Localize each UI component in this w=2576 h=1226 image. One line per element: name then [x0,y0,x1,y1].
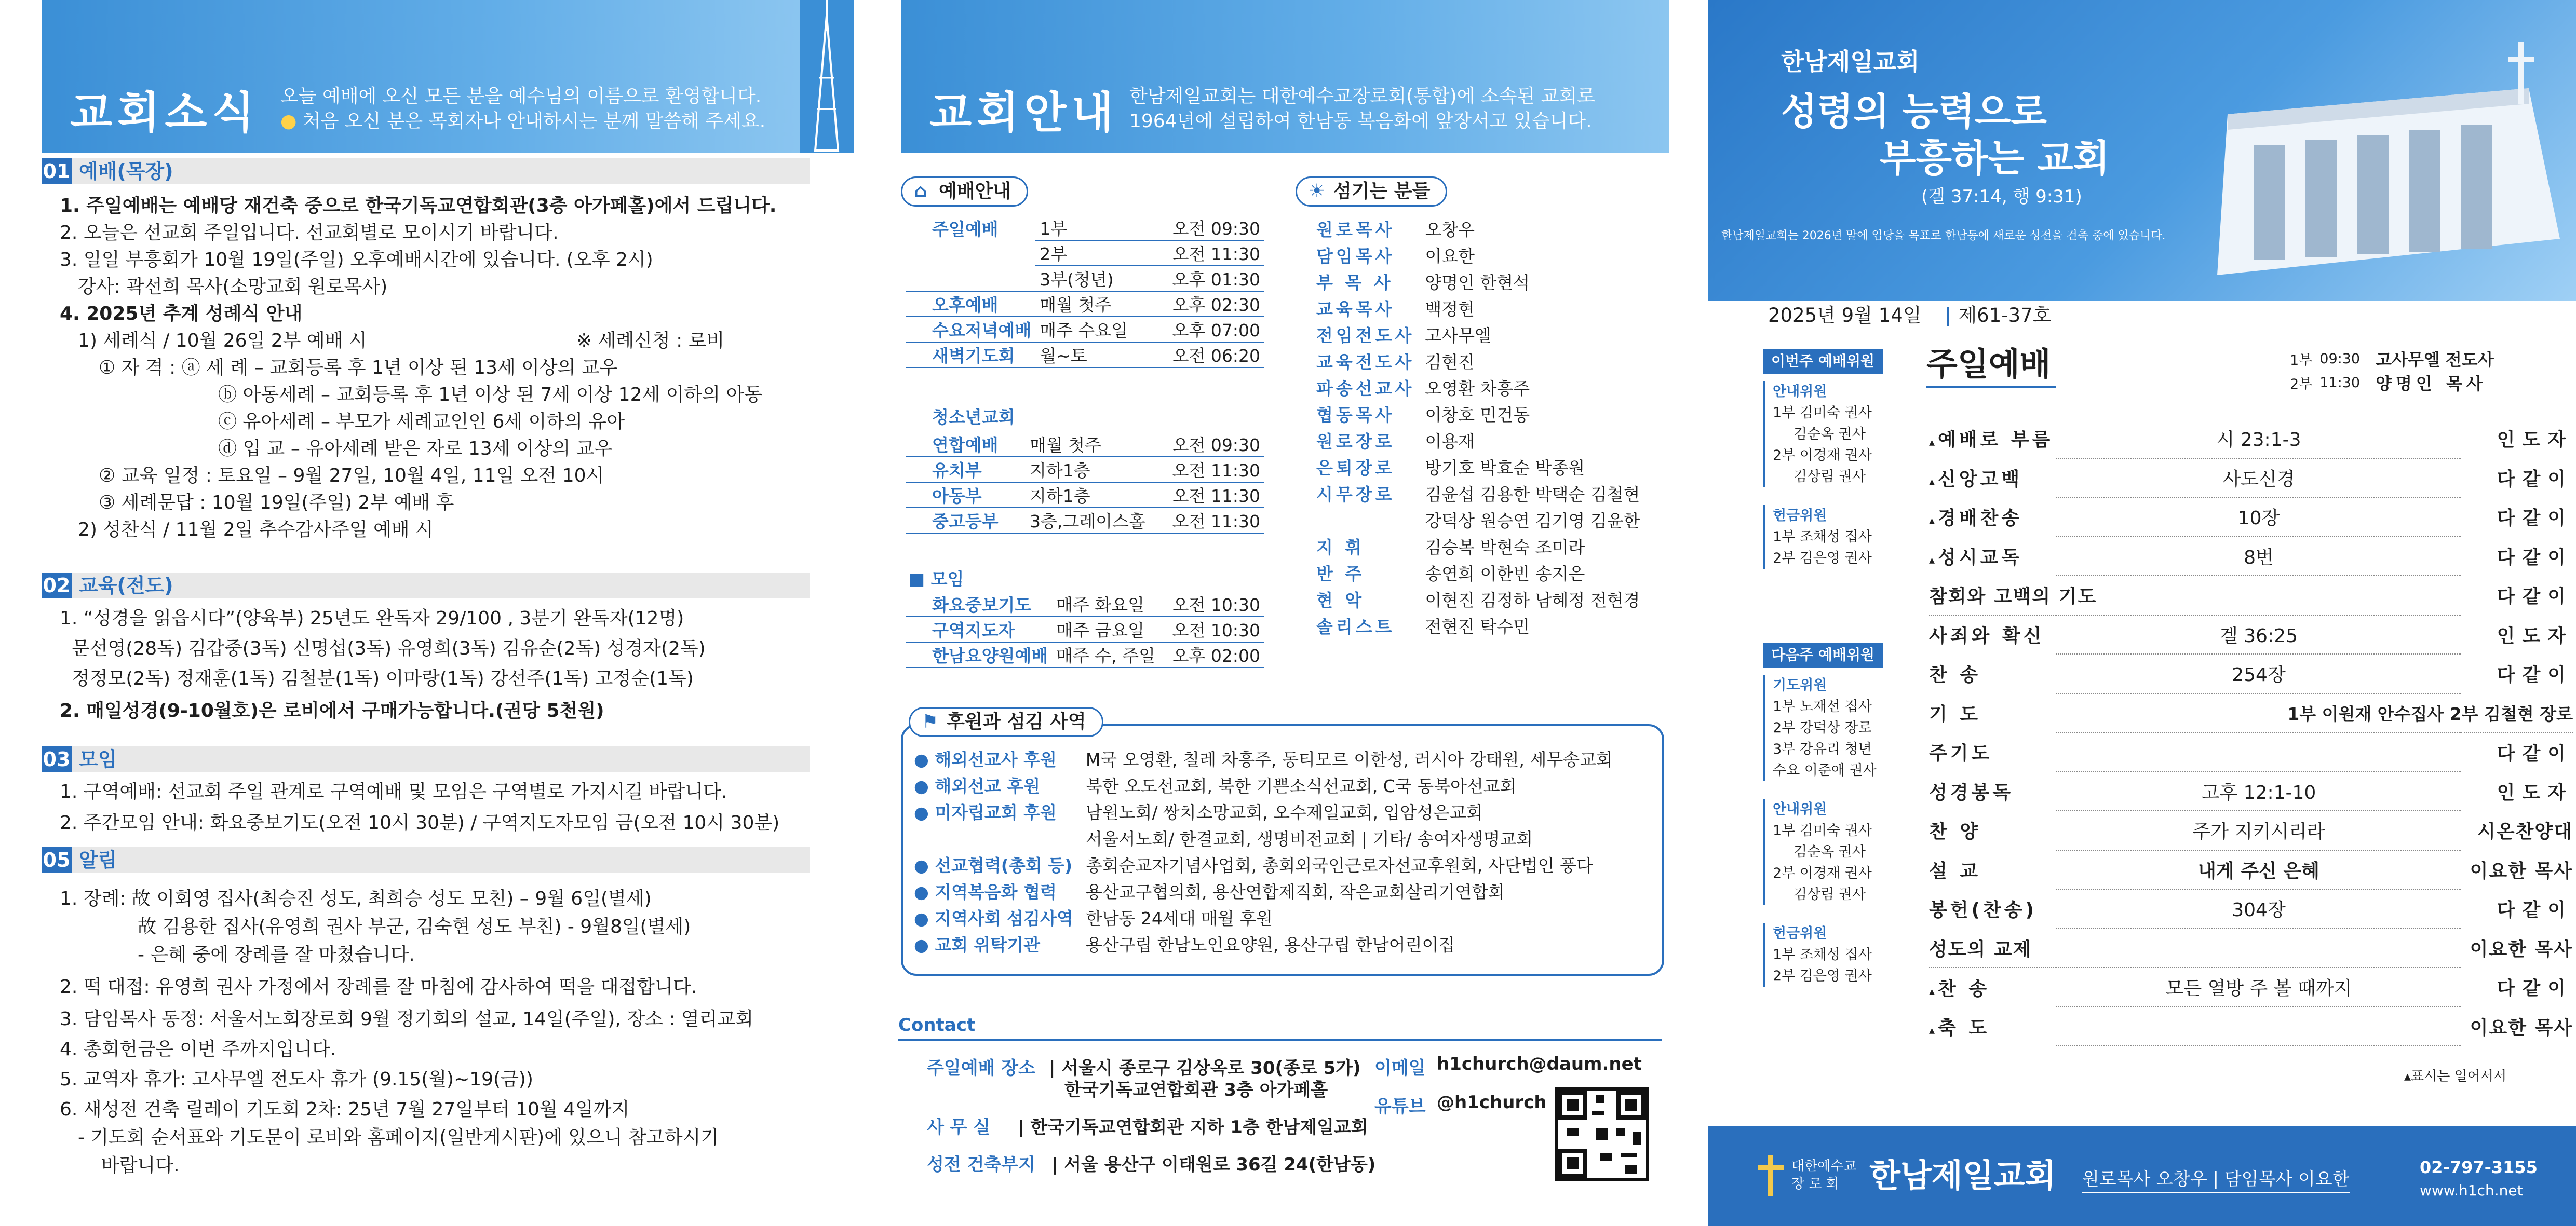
next-week-title: 다음주 예배위원 [1763,643,1883,668]
hero-banner [1708,0,2576,301]
bulletin-panel [1708,0,2576,1226]
news-line: 1. “성경을 읽읍시다”(양육부) 25년도 완독자 29/100 , 3분기 완독자(12명) [60,608,684,629]
qr-code-icon[interactable] [1555,1087,1649,1181]
order-row: ▴성시교독 8번 다같이 [1929,537,2573,576]
contact-office-label: 사 무 실 [927,1117,991,1138]
table-row: 협동목사 이창호 민건동 [1316,405,1530,425]
news-line: 1. 주일예배는 예배당 재건축 중으로 한국기독교연합회관(3층 아가페홀)에서 드립니다. [60,195,777,216]
hero-slogan-2: 부흥하는 교회 [1880,137,2110,180]
order-row: ▴신앙고백 사도신경 다같이 [1929,458,2573,498]
hero-verse: (겔 37:14, 행 9:31) [1921,186,2082,207]
flag-icon: ⚑ [922,711,939,732]
contact-place-label: 주일예배 장소 [927,1058,1035,1079]
news-line: 문선영(28독) 김갑중(3독) 신명섭(3독) 유영희(3독) 김유순(2독) 성경자(2독) [72,638,706,659]
news-line: ⓑ 아동세례 – 교회등록 후 1년 이상 된 7세 이상 12세 이하의 아동 [218,384,763,405]
table-row: 교육목사 백정현 [1316,299,1475,319]
contact-site-value: | 서울 용산구 이태원로 36길 24(한남동) [1051,1154,1376,1175]
news-line: 5. 교역자 휴가: 고사무엘 전도사 휴가 (9.15(월)~19(금)) [60,1069,533,1090]
hero-note: 한남제일교회는 2026년 말에 입당을 목표로 한남동에 새로운 성전을 건축 중에 있습니다. [1721,229,2166,242]
news-line: 3. 담임목사 동정: 서울서노회장로회 9월 정기회의 설교, 14일(주일), 장소 : 열리교회 [60,1009,754,1030]
guide-intro-2: 1964년에 설립하여 한남동 복음화에 앞장서고 있습니다. [1129,111,1592,132]
tower-graphic [800,0,854,153]
news-line: 1. 장례: 故 이회영 집사(최승진 성도, 최희승 성도 모친) – 9월 6일(별세) [60,888,652,909]
section-worship-header: 01 예배(목장) [42,158,810,184]
table-row: 시무장로 김윤섭 김용한 박택순 김철현 [1316,484,1640,505]
order-row: 성경봉독 고후 12:1-10 인도자 [1929,772,2573,811]
table-row: ● 해외선교사 후원 M국 오영환, 칠레 차흥주, 동티모르 이한성, 러시아 강태원, 세무송교회 [914,750,1613,770]
table-row: 유치부 지하1층 오전 11:30 [906,457,1264,482]
contact-title: Contact [898,1015,976,1036]
cross-logo-icon [1758,1155,1784,1196]
order-row: ▴경배찬송 10장 다같이 [1929,497,2573,537]
staff-pill: ☀ 섬기는 분들 [1296,176,1447,207]
order-row: ▴찬 송 모든 열방 주 볼 때까지 다같이 [1929,968,2573,1007]
order-row: ▴예배로 부름 시 23:1-3 인도자 [1929,419,2573,458]
table-row: 전임전도사 고사무엘 [1316,325,1491,346]
church-building-image [2207,42,2570,285]
section-education-header: 02 교육(전도) [42,573,810,598]
news-welcome: 오늘 예배에 오신 모든 분을 예수님의 이름으로 환영합니다. [280,86,762,107]
order-row: 봉헌(찬송) 304장 다같이 [1929,889,2573,929]
table-row: 3부(청년) 오후 01:30 [906,266,1264,291]
news-line: 1. 구역예배: 선교회 주일 관계로 구역예배 및 모임은 구역별로 가지시길 바랍니다. [60,781,727,802]
table-row: ● 지역복음화 협력 용산교구협의회, 용산연합제직회, 작은교회살리기연합회 [914,882,1505,902]
table-row: 오후예배 매월 첫주 오후 02:30 [906,291,1264,317]
table-row: 교육전도사 김현진 [1316,352,1475,372]
table-row: 강덕상 원승연 김기영 김윤한 [1425,511,1640,531]
table-row: ● 지역사회 섬김사역 한남동 24세대 매월 후원 [914,908,1273,929]
news-line: - 기도회 순서표와 기도문이 로비와 홈페이지(일반게시판)에 있으니 참고하시기 [78,1127,719,1148]
news-line: 강사: 곽선희 목사(소망교회 원로목사) [78,276,388,297]
table-row: ● 해외선교 후원 북한 오도선교회, 북한 기쁜소식선교회, C국 동북아선교회 [914,776,1517,796]
support-table [914,745,1625,957]
worship-pill: ⌂ 예배안내 [901,176,1028,207]
service-leaders [2290,347,2494,394]
meeting-table [906,592,1264,668]
news-panel [0,0,854,1226]
home-icon: ⌂ [914,181,927,202]
worship-table [906,215,1264,368]
news-line: 바랍니다. [101,1155,180,1176]
news-line: 1) 세례식 / 10월 26일 2부 예배 시 [78,330,367,351]
table-row: 2부 11:30 양명인 목사 [2290,374,2487,393]
table-row: ● 미자립교회 후원 남원노회/ 쌍치소망교회, 오수제일교회, 입암성은교회 [914,802,1483,823]
table-row: ● 선교협력(총회 등) 총회순교자기념사업회, 총회외국인근로자선교후원회, 사단법인 풍다 [914,855,1593,876]
table-row: 아동부 지하1층 오전 11:30 [906,482,1264,508]
staff-table [1316,215,1640,639]
guide-panel [854,0,1708,1226]
footer-website[interactable]: www.h1ch.net [2420,1182,2523,1199]
table-row: 은퇴장로 방기호 박효순 박종원 [1316,458,1585,478]
guide-title: 교회안내 [929,87,1119,138]
table-row: 원로장로 이용재 [1316,431,1475,452]
news-line: ② 교육 일정 : 토요일 – 9월 27일, 10월 4일, 11일 오전 10시 [99,465,604,486]
contact-youtube-link[interactable]: @h1church [1437,1092,1547,1113]
news-line: ⓒ 유아세례 – 부모가 세례교인인 6세 이하의 유아 [218,411,625,432]
news-line: 2. 주간모임 안내: 화요중보기도(오전 10시 30분) / 구역지도자모임 금(오전 10시 30분) [60,812,780,834]
table-row: 구역지도자 매주 금요일 오전 10:30 [906,617,1264,642]
order-row: 참회와 고백의 기도 다같이 [1929,576,2573,615]
news-line: 4. 2025년 추계 성례식 안내 [60,303,303,324]
contact-place-value-2: 한국기독교연합회관 3층 아가페홀 [1064,1080,1328,1100]
contact-email-label: 이메일 [1374,1058,1426,1079]
meeting-title: ■ 모임 [909,569,964,589]
table-row: 수요저녁예배 매주 수요일 오후 07:00 [906,317,1264,342]
section-notice-header: 05 알림 [42,847,810,873]
news-line: ① 자 격 : ⓐ 세 례 – 교회등록 후 1년 이상 된 13세 이상의 교우 [99,357,618,378]
table-row: 화요중보기도 매주 화요일 오전 10:30 [906,592,1264,617]
contact-divider [898,1039,1662,1041]
news-line: 2. 오늘은 선교회 주일입니다. 선교회별로 모이시기 바랍니다. [60,222,559,243]
news-line: 6. 새성전 건축 릴레이 기도회 2차: 25년 7월 27일부터 10월 4일까지 [60,1099,630,1120]
youth-table [906,432,1264,534]
news-line: ⓓ 입 교 – 유아세례 받은 자로 13세 이상의 교우 [218,438,613,459]
order-row: 찬 양 주가 지키시리라 시온찬양대 [1929,811,2573,850]
hero-church-name: 한남제일교회 [1781,48,1920,76]
table-row: 원로목사 오창우 [1316,220,1475,240]
contact-youtube-label: 유튜브 [1374,1096,1426,1117]
news-first-visit: ● 처음 오신 분은 목회자나 안내하시는 분께 말씀해 주세요. [280,111,766,132]
next-week-committee: 다음주 예배위원 기도위원 1부 노재선 집사 2부 강덕상 장로 3부 강유리 청년 수요 이준애 권사 안내위원 1부 김미숙 권사 김순옥 권사 2부 이경재 권사 김상림 권사 헌금위원 1부 조채성 집사 2부 김은영 권사 [1763,643,1883,987]
table-row: 반 주 송연희 이한빈 송지은 [1316,564,1585,584]
news-line: 2. 떡 대접: 유영희 권사 가정에서 장례를 잘 마침에 감사하여 떡을 대접합니다. [60,976,697,998]
table-row: 연합예배 매월 첫주 오전 09:30 [906,432,1264,457]
news-header [42,0,810,153]
footer-church-name: 한남제일교회 [1869,1156,2056,1194]
news-line: 3. 일일 부흥회가 10월 19일(주일) 오후예배시간에 있습니다. (오후 2시) [60,249,653,270]
table-row: 담임목사 이요한 [1316,246,1475,266]
service-title: 주일예배 [1926,345,2051,383]
table-row: 중고등부 3층,그레이스홀 오전 11:30 [906,508,1264,533]
bulletin-date: 2025년 9월 14일 [1768,304,1922,326]
support-pill: ⚑ 후원과 섬김 사역 [909,707,1103,737]
order-row: 기 도 1부 이원재 안수집사 2부 김철현 장로 [1929,693,2573,733]
section-meeting-header: 03 모임 [42,746,810,772]
this-week-title: 이번주 예배위원 [1763,349,1883,374]
order-row: ▴축 도 이요한 목사 [1929,1007,2573,1046]
table-row: ● 교회 위탁기관 용산구립 한남노인요양원, 용산구립 한남어린이집 [914,935,1455,955]
table-row: 현 악 이현진 김정하 남혜정 전현경 [1316,590,1640,610]
sun-icon: ☀ [1309,181,1326,202]
contact-office-value: | 한국기독교연합회관 지하 1층 한남제일교회 [1018,1117,1368,1138]
footer-denom-2: 장 로 회 [1791,1176,1839,1192]
standing-note: ▴표시는 일어서서 [2404,1069,2507,1084]
table-row: 서울서노회/ 한결교회, 생명비전교회 | 기타/ 송여자생명교회 [1085,829,1533,849]
this-week-committee: 이번주 예배위원 안내위원 1부 김미숙 권사 김순옥 권사 2부 이경재 권사 김상림 권사 헌금위원 1부 조채성 집사 2부 김은영 권사 [1763,349,1883,569]
order-row: 주기도 다같이 [1929,732,2573,772]
order-row: 성도의 교제 이요한 목사 [1929,929,2573,968]
news-line: 2) 성찬식 / 11월 2일 추수감사주일 예배 시 [78,519,434,540]
table-row: 파송선교사 오영환 차흥주 [1316,378,1530,399]
contact-email-link[interactable]: h1church@daum.net [1437,1054,1642,1074]
news-line: 4. 총회헌금은 이번 주까지입니다. [60,1039,336,1060]
news-line: 정정모(2독) 정재훈(1독) 김철분(1독) 이마랑(1독) 강선주(1독) 고정순(1독) [72,668,694,689]
order-row: 찬 송 254장 다같이 [1929,654,2573,693]
table-row: 한남요양원예배 매주 수, 주일 오후 02:00 [906,642,1264,668]
footer-bar [1708,1126,2576,1226]
news-line: ③ 세례문답 : 10월 19일(주일) 2부 예배 후 [99,492,454,513]
order-row: 설 교 내게 주신 은혜 이요한 목사 [1929,850,2573,890]
footer-pastors: 원로목사 오창우 | 담임목사 이요한 [2082,1167,2350,1193]
table-row: 지 휘 김승복 박현숙 조미라 [1316,537,1585,557]
contact-place-value: | 서울시 종로구 김상옥로 30(종로 5가) [1049,1058,1361,1079]
guide-header [901,0,1669,153]
footer-denom-1: 대한예수교 [1791,1159,1857,1174]
news-title: 교회소식 [70,87,260,138]
news-line: 故 김용한 집사(유영희 권사 부군, 김숙현 성도 부친) - 9월8일(별세) [138,916,691,937]
service-title-underline [1926,386,2056,388]
contact-site-label: 성전 건축부지 [927,1154,1035,1175]
table-row: 2부 오전 11:30 [906,240,1264,266]
table-row: 새벽기도회 월~토 오전 06:20 [906,342,1264,367]
footer-phone: 02-797-3155 [2420,1157,2538,1177]
hero-slogan-1: 성령의 능력으로 [1781,90,2047,133]
baptism-note: ※ 세례신청 : 로비 [576,330,725,351]
table-row: 1부 09:30 고사무엘 전도사 [2290,350,2494,370]
order-of-service [1929,419,2573,1046]
youth-title: 청소년교회 [932,407,1015,427]
table-row: 부 목 사 양명인 한현석 [1316,273,1530,293]
news-line: 2. 매일성경(9-10월호)은 로비에서 구매가능합니다.(권당 5천원) [60,700,604,721]
table-row: 주일예배 1부 오전 09:30 [906,215,1264,240]
news-line: - 은혜 중에 장례를 잘 마쳤습니다. [138,944,415,965]
bulletin-issue: | 제61-37호 [1945,304,2052,326]
order-row: 사죄와 확신 겔 36:25 인도자 [1929,615,2573,655]
guide-intro-1: 한남제일교회는 대한예수교장로회(통합)에 소속된 교회로 [1129,86,1596,107]
table-row: 솔리스트 전현진 탁수민 [1316,617,1530,637]
